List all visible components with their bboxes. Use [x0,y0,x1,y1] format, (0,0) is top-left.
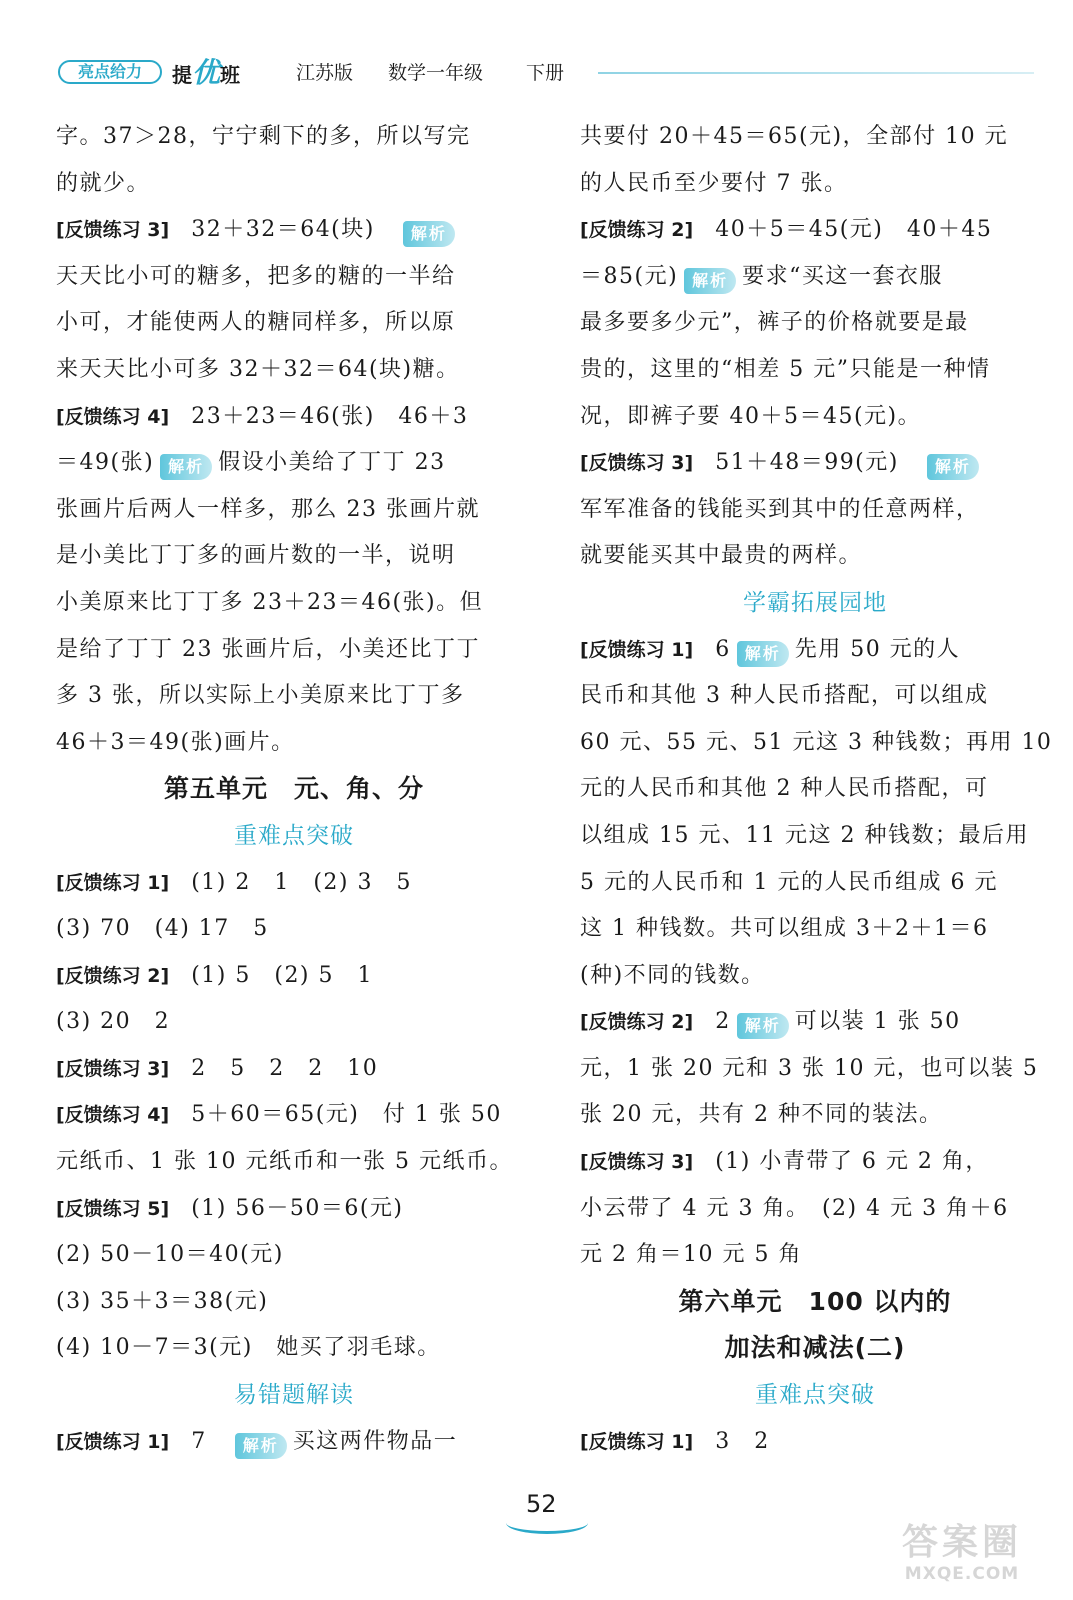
analysis-text: 先用 50 元的人 [794,636,961,662]
answer-text: 2 5 2 2 10 [191,1055,379,1081]
exercise-tag: [反馈练习 4] [56,1104,170,1127]
answer-text: ＝49(张) [56,450,155,476]
text-line: 是给了丁丁 23 张画片后，小美还比丁丁 [56,636,480,662]
header-divider [598,72,1034,74]
text-line: 5 元的人民币和 1 元的人民币组成 6 元 [580,869,998,895]
answer-line [580,627,1050,674]
answer-line [56,1092,532,1139]
answer-text: ＝85(元) [580,263,679,289]
brand-name [172,56,240,90]
text-line: (种)不同的钱数。 [580,962,765,988]
text-line: 军军准备的钱能买到其中的任意两样， [580,496,980,522]
page-number: 52 [526,1490,557,1518]
analysis-badge: 解析 [160,454,212,480]
answer-line [56,394,532,441]
text-line: 来天天比小可多 32＋32＝64(块)糖。 [56,356,460,382]
watermark-logo: 答案圈 [901,1522,1022,1563]
text-line: (3) 70 (4) 17 5 [56,916,269,942]
exercise-tag: [反馈练习 3] [580,1151,694,1174]
answer-text: 3 2 [715,1428,770,1454]
exercise-tag: [反馈练习 2] [56,964,170,987]
analysis-text: 可以装 1 张 50 [794,1009,961,1035]
exercise-tag: [反馈练习 2] [580,219,694,242]
answer-text: (1) 56－50＝6(元) [191,1195,404,1221]
text-line: 这 1 种钱数。共可以组成 3＋2＋1＝6 [580,916,989,942]
answer-line [580,254,1050,301]
exercise-tag: [反馈练习 1] [580,638,694,661]
header-volume: 下册 [526,62,565,84]
page-header [58,56,1034,90]
text-line: (3) 35＋3＝38(元) [56,1288,269,1314]
analysis-badge: 解析 [927,454,979,480]
header-edition: 江苏版 [296,62,354,84]
watermark-url: MXQE.COM [904,1564,1020,1584]
text-line: 民币和其他 3 种人民币搭配，可以组成 [580,683,989,709]
answer-text: 6 [715,636,731,662]
text-line: 张 20 元，共有 2 种不同的装法。 [580,1102,943,1128]
answer-text: 23＋23＝46(张) 46＋3 [191,403,469,429]
analysis-badge: 解析 [403,221,455,247]
exercise-tag: [反馈练习 3] [56,1057,170,1080]
answer-text: 32＋32＝64(块) [191,217,375,243]
answer-line [56,953,532,1000]
answer-line [56,1419,532,1466]
answer-text: 40＋5＝45(元) 40＋45 [715,217,993,243]
exercise-tag: [反馈练习 1] [580,1430,694,1453]
answer-text: (1) 5 (2) 5 1 [191,962,374,988]
answer-text: 5＋60＝65(元) 付 1 张 50 [191,1102,502,1128]
exercise-tag: [反馈练习 1] [56,1430,170,1453]
text-line: 元，1 张 20 元和 3 张 10 元，也可以装 5 [580,1055,1039,1081]
analysis-badge: 解析 [737,1013,789,1039]
text-line: 以组成 15 元、11 元这 2 种钱数；最后用 [580,822,1029,848]
answer-text: 7 [191,1428,207,1454]
section-title: 重难点突破 [234,822,354,849]
answer-line [56,1046,532,1093]
analysis-text: 买这两件物品一 [292,1428,458,1454]
text-line: 天天比小可的糖多，把多的糖的一半给 [56,263,456,289]
analysis-text: 假设小美给了丁丁 23 [218,450,446,476]
brand-accent: 优 [192,56,221,89]
analysis-badge: 解析 [737,641,789,667]
text-line: 最多要多少元”，裤子的价格就要是最 [580,310,969,336]
text-line: 贵的，这里的“相差 5 元”只能是一种情 [580,356,991,382]
text-line: 小可，才能使两人的糖同样多，所以原 [56,310,456,336]
text-line: 共要付 20＋45＝65(元)，全部付 10 元 [580,124,1009,149]
header-subject: 数学一年级 [388,62,484,84]
text-line: 就要能买其中最贵的两样。 [580,543,863,569]
answer-line [56,1186,532,1233]
section-title: 学霸拓展园地 [743,589,887,616]
exercise-tag: [反馈练习 3] [580,452,694,475]
text-line: (2) 50－10＝40(元) [56,1242,284,1268]
text-line: 的人民币至少要付 7 张。 [580,170,848,196]
text-line: 60 元、55 元、51 元这 3 种钱数；再用 10 [580,729,1053,755]
right-column [580,114,1053,1465]
brand-suffix: 班 [220,63,241,87]
answer-text: (1) 2 1 (2) 3 5 [191,869,413,895]
answer-line [56,860,532,907]
text-line: 元纸币、1 张 10 元纸币和一张 5 元纸币。 [56,1149,513,1175]
text-line: 张画片后两人一样多，那么 23 张画片就 [56,496,480,522]
text-line: 况，即裤子要 40＋5＝45(元)。 [580,403,922,429]
answer-line [56,440,532,487]
unit-title: 第五单元 元、角、分 [163,774,424,804]
text-line: 是小美比丁丁多的画片数的一半，说明 [56,543,456,569]
answer-line [580,440,1050,487]
text-line: 字。37＞28，宁宁剩下的多，所以写完 [56,124,471,149]
analysis-badge: 解析 [235,1433,287,1459]
analysis-text: 要求“买这一套衣服 [742,263,943,289]
answer-text: 51＋48＝99(元) [715,450,899,476]
answer-line [580,999,1050,1046]
text-line: 小云带了 4 元 3 角。 (2) 4 元 3 角＋6 [580,1195,1009,1221]
text-line: (3) 20 2 [56,1009,171,1035]
text-line: (4) 10－7＝3(元) 她买了羽毛球。 [56,1335,441,1361]
exercise-tag: [反馈练习 1] [56,871,170,894]
watermark [880,1522,1044,1588]
answer-text: 2 [715,1009,731,1035]
text-line: 46＋3＝49(张)画片。 [56,729,295,755]
brand-prefix: 提 [172,63,192,87]
left-column [56,114,532,1465]
answer-line [580,1139,1050,1186]
text-line: 元的人民币和其他 2 种人民币搭配，可 [580,776,989,802]
analysis-badge: 解析 [684,268,736,294]
answer-line [580,207,1050,254]
brand-badge: 亮点给力 [58,60,162,84]
answer-text: (1) 小青带了 6 元 2 角， [715,1149,989,1175]
text-line: 的就少。 [56,170,151,196]
text-line: 小美原来比丁丁多 23＋23＝46(张)。但 [56,589,484,615]
section-title: 重难点突破 [755,1382,875,1409]
answer-line [580,1419,1050,1466]
page-number-swoosh [506,1512,588,1534]
answer-line [56,207,532,254]
section-title: 易错题解读 [234,1382,354,1409]
text-line: 元 2 角＝10 元 5 角 [580,1242,802,1268]
exercise-tag: [反馈练习 5] [56,1197,170,1220]
unit-title: 第六单元 100 以内的 [678,1286,952,1316]
exercise-tag: [反馈练习 4] [56,405,170,428]
text-line: 多 3 张，所以实际上小美原来比丁丁多 [56,683,465,709]
exercise-tag: [反馈练习 3] [56,219,170,242]
unit-title: 加法和减法(二) [724,1333,906,1363]
exercise-tag: [反馈练习 2] [580,1011,694,1034]
